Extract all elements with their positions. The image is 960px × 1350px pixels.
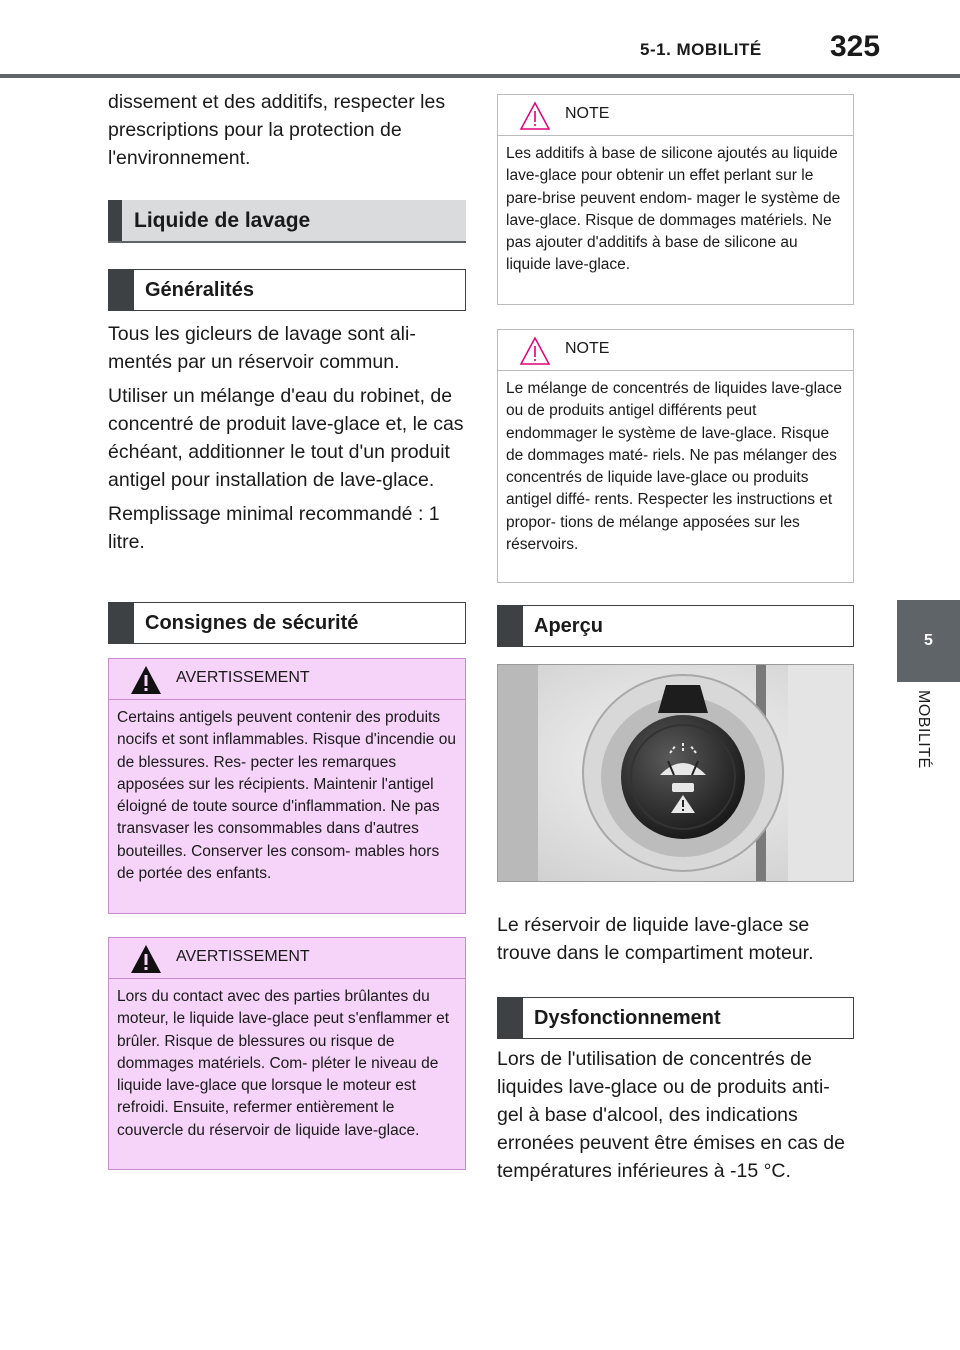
caution-triangle-icon [518,335,552,367]
subheading-text: Consignes de sécurité [145,611,359,634]
subheading-bar [498,998,523,1038]
subheading-consignes [108,602,466,644]
heading-liquide-de-lavage [108,200,466,243]
general-body [108,320,466,556]
header-rule [0,74,960,78]
para-remplissage: Remplissage minimal recommandé : 1 litre. [108,503,440,553]
note-text: Le mélange de concentrés de liquides lave-glace ou de produits antigel différents peut endommager le système de lave-glace. Risque de dommages maté- riels. Ne pas mélanger des concentrés de liquide lave-glace ou produits antigel diffé- rents. Respecter les instructions et propor- tions de mélange apposées sur les réservoirs. [506,380,843,554]
note-header [498,330,853,371]
warning-box-antigel [108,658,466,914]
note-box-melange [497,329,854,583]
subheading-text: Dysfonctionnement [534,1006,721,1029]
note-text: Les additifs à base de silicone ajoutés au liquide lave-glace pour obtenir un effet perlant sur le pare-brise peuvent endom- mager le système de lave-glace. Risque de dommages matériels. Ne pas ajouter d'additifs à base de silicone au liquide lave-glace. [506,145,841,274]
section-title: 5-1. MOBILITÉ [640,40,762,59]
warning-triangle-icon [129,943,163,975]
reservoir-photo [497,664,854,882]
warning-header [109,659,465,700]
para-melange: Utiliser un mélange d'eau du robinet, de concentré de produit lave-glace et, le cas échéant, additionner le tout d'un produit antigel pour installation de lave-glace. [108,385,464,491]
subheading-text: Généralités [145,278,254,301]
intro-paragraph [108,88,466,172]
intro-text: dissement et des additifs, respecter les prescriptions pour la protection de l'environnement. [108,91,446,169]
note-header [498,95,853,136]
subheading-bar [498,606,523,646]
subheading-bar [109,603,134,643]
heading-bar [108,200,122,241]
subheading-bar [109,270,134,310]
malfunction-body [497,1045,854,1185]
warning-label: AVERTISSEMENT [176,669,310,686]
subheading-text: Aperçu [534,614,603,637]
note-label: NOTE [565,340,610,357]
heading-text: Liquide de lavage [134,208,311,232]
washer-reservoir-illustration [498,665,854,882]
caption-text: Le réservoir de liquide lave-glace se trouve dans le compartiment moteur. [497,914,814,964]
note-box-silicone [497,94,854,305]
warning-text: Lors du contact avec des parties brûlantes du moteur, le liquide lave-glace peut s'enflammer et brûler. Risque de blessures ou risque de dommages matériels. Com- pléter le niveau de liquide lave-glace que lorsque le moteur est refroidi. Ensuite, refermer entièrement le couvercle du réservoir de liquide lave-glace. [117,988,450,1139]
subheading-dysfonctionnement [497,997,854,1039]
page-number: 325 [830,30,881,63]
subheading-generalites [108,269,466,311]
para-gicleurs: Tous les gicleurs de lavage sont ali- mentés par un réservoir commun. [108,323,416,373]
chapter-tab: 5 [897,600,960,682]
warning-label: AVERTISSEMENT [176,948,310,965]
note-label: NOTE [565,105,610,122]
malfunction-text: Lors de l'utilisation de concentrés de liquides lave-glace ou de produits anti- gel à base d'alcool, des indications erronées peuvent être émises en cas de températures inférieures à -15 °C. [497,1048,845,1182]
subheading-apercu [497,605,854,647]
warning-triangle-icon [129,664,163,696]
caution-triangle-icon [518,100,552,132]
warning-header [109,938,465,979]
chapter-label: MOBILITÉ [915,690,932,769]
warning-text: Certains antigels peuvent contenir des produits nocifs et sont inflammables. Risque d'incendie ou de blessures. Res- pecter les remarques apposées sur les récipients. Maintenir l'antigel éloigné de toute source d'inflammation. Ne pas transvaser les consommables dans d'autres bouteilles. Conserver les consom- mables hors de portée des enfants. [117,709,456,883]
photo-caption [497,911,854,967]
warning-box-moteur [108,937,466,1170]
